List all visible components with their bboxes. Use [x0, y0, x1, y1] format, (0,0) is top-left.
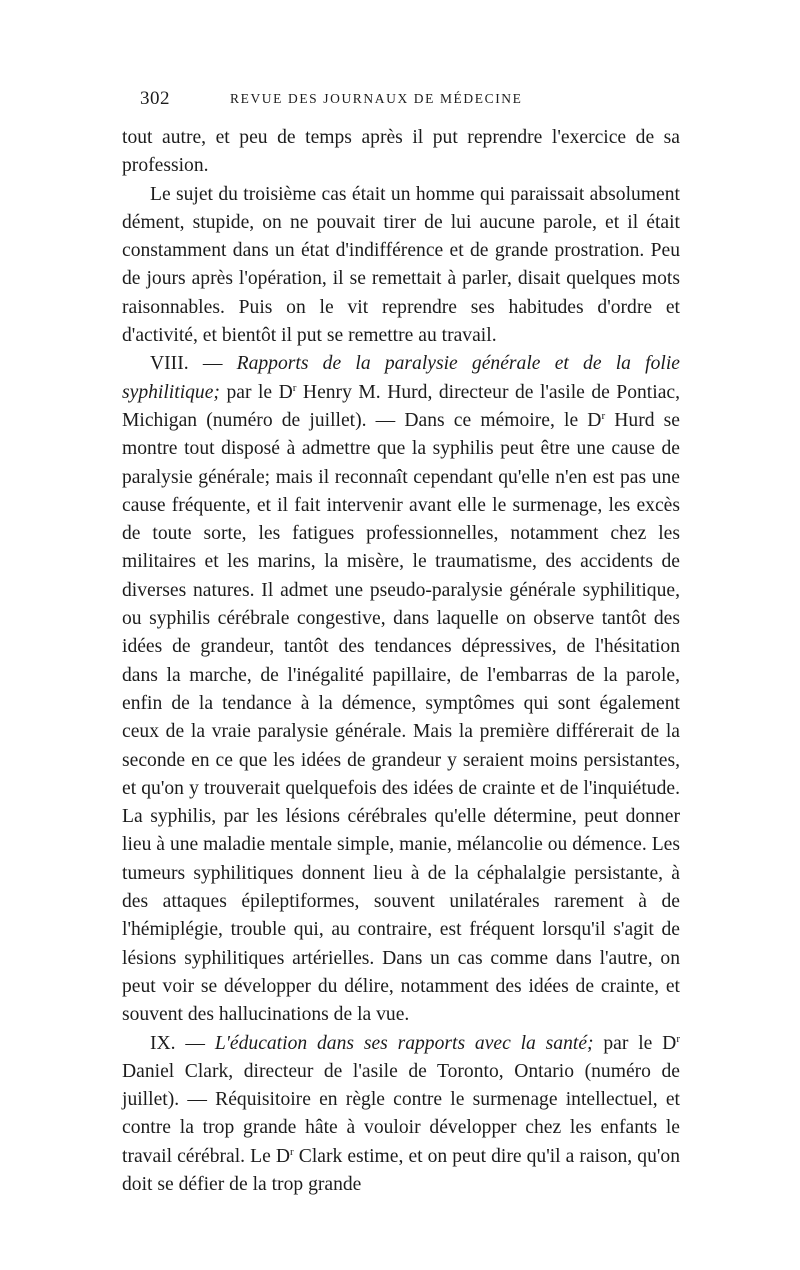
section-byline: par le D: [593, 1032, 677, 1054]
paragraph-section-viii: [122, 350, 680, 1029]
paragraph-third-case: Le sujet du troisième cas était un homme qui paraissait absolument dément, stupide, on ne pouvait tirer de lui aucune parole, et il était constamment dans un état d'indifférence et de grande prostration. Peu de jours après l'opération, il se remettait à parler, disait quelques mots raisonnables. Puis on le vit reprendre ses habitudes d'ordre et d'activité, et bientôt il put se remettre au travail.: [122, 183, 680, 347]
body-text: [122, 124, 680, 1199]
superscript: r: [601, 409, 606, 422]
section-number: IX. —: [150, 1032, 215, 1054]
section-title: L'éducation dans ses rapports avec la santé;: [214, 1032, 594, 1054]
section-byline: par le D: [219, 381, 293, 403]
paragraph-section-ix: [122, 1030, 680, 1200]
journal-title: REVUE DES JOURNAUX DE MÉDECINE: [230, 91, 523, 106]
section-body-rest: Hurd se montre tout disposé à admettre que la syphilis peut être une cause de paralysie générale; mais il reconnaît cependant qu'elle n'en est pas une cause fréquente, et il fait intervenir avant elle le surmenage, les excès de toute sorte, les fatigues professionnelles, notamment chez les militaires et les marins, la misère, le traumatisme, des accidents de diverses natures. Il admet une pseudo-paralysie générale syphilitique, ou syphilis cérébrale congestive, dans laquelle on observe tantôt des idées de grandeur, tantôt des tendances dépressives, de l'hésitation dans la marche, de l'inégalité papillaire, de l'embarras de la parole, enfin de la tendance à la démence, symptômes qui sont également ceux de la vraie paralysie générale. Mais la première différerait de la seconde en ce que les idées de grandeur y seraient moins persistantes, et qu'on y trouverait quelquefois des idées de crainte et de l'inquiétude. La syphilis, par les lésions cérébrales qu'elle détermine, peut donner lieu à une maladie mentale simple, manie, mélancolie ou démence. Les tumeurs syphilitiques donnent lieu à de la céphalalgie persistante, à des attaques épileptiformes, souvent unilatérales rarement à de l'hémiplégie, trouble qui, au contraire, est fréquent lorsqu'il s'agit de lésions syphilitiques artérielles. Dans un cas comme dans l'autre, on peut voir se développer du délire, notamment des idées de crainte, et souvent des hallucinations de la vue.: [122, 409, 680, 1026]
page-number: 302: [140, 88, 170, 109]
superscript: r: [676, 1032, 680, 1045]
running-head: [122, 88, 680, 118]
superscript: r: [292, 381, 297, 394]
superscript: r: [290, 1145, 294, 1158]
section-body: Daniel Clark, directeur de l'asile de Toronto, Ontario (numéro de juillet). — Réquisitoire en règle contre le surmenage intellectuel, et contre la trop grande hâte à vouloir développer chez les enfants le travail cérébral. Le D: [122, 1060, 680, 1167]
section-body: Henry M. Hurd, directeur de l'asile de Pontiac, Michigan (numéro de juillet). — Dans ce mémoire, le D: [122, 381, 680, 431]
section-number: VIII. —: [150, 353, 237, 375]
section-body-rest: Clark estime, et on peut dire qu'il a raison, qu'on doit se défier de la trop grande: [122, 1145, 680, 1195]
section-title: Rapports de la paralysie générale et de la folie syphilitique;: [122, 353, 680, 403]
paragraph-continuation: tout autre, et peu de temps après il put reprendre l'exercice de sa profession.: [122, 127, 680, 177]
book-page: [122, 88, 680, 1199]
